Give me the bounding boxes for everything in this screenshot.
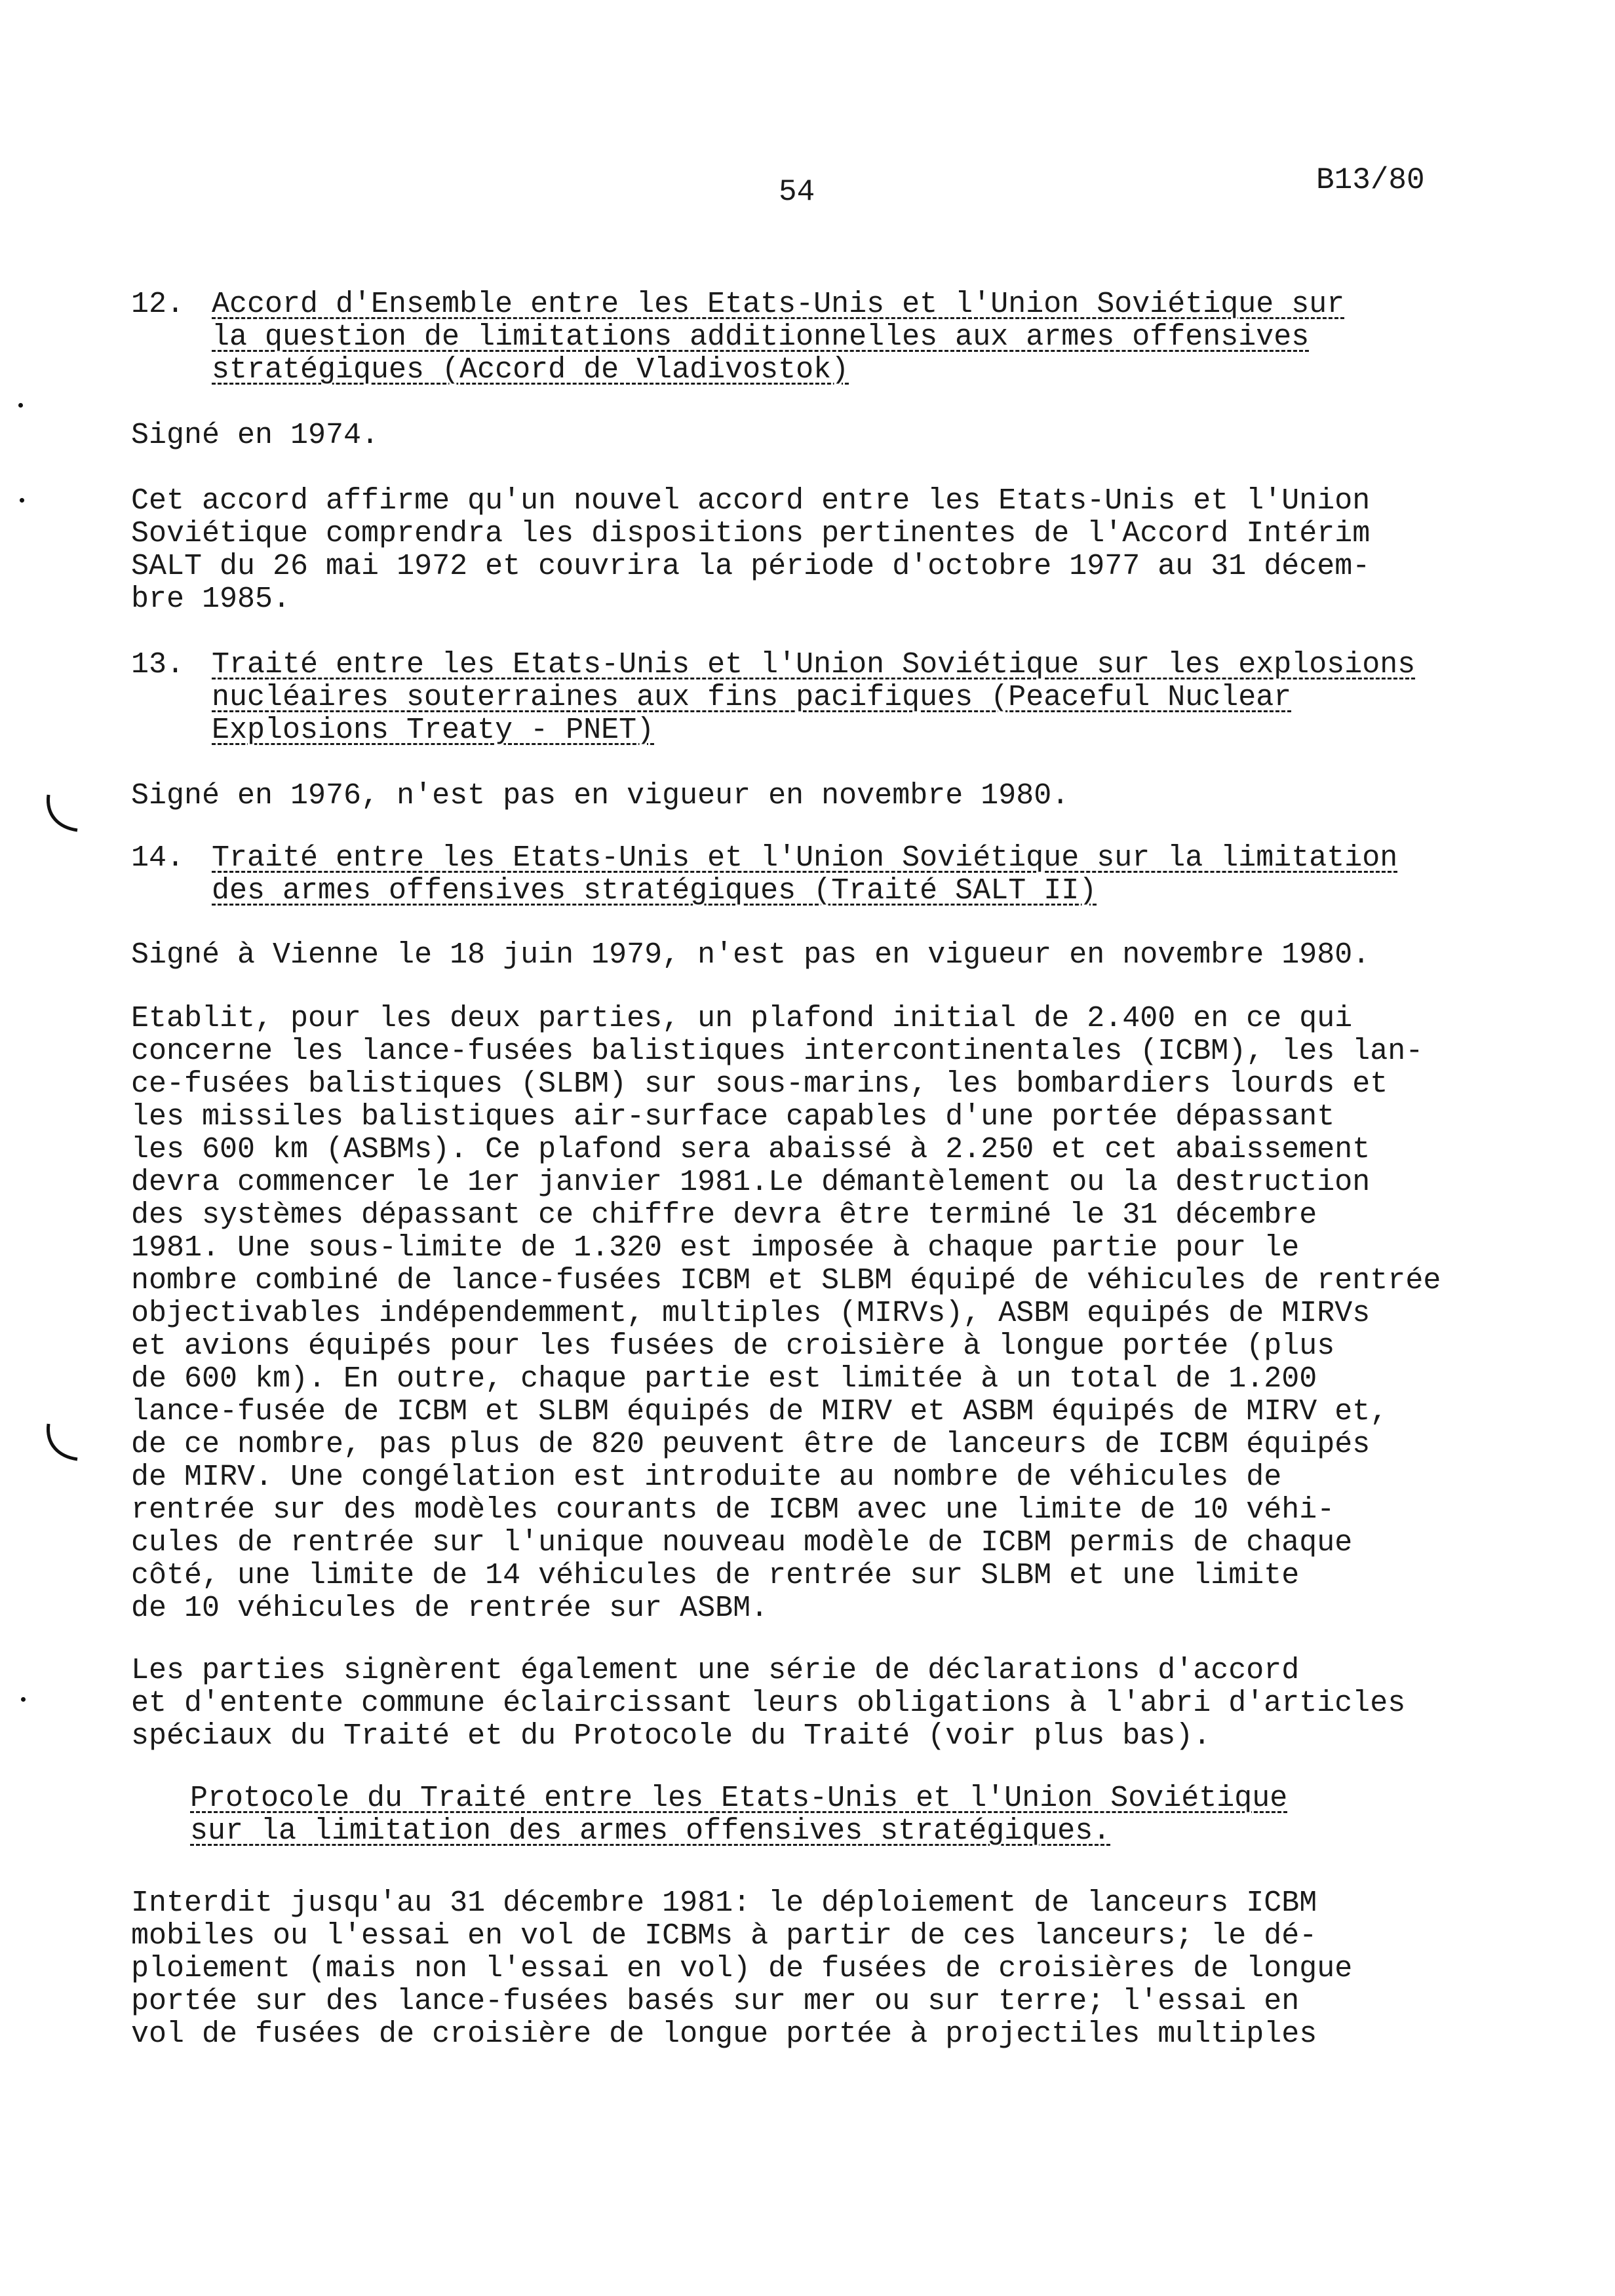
body-line: SALT du 26 mai 1972 et couvrira la période d'octobre 1977 au 31 décem- [131,550,1371,583]
heading-line: nucléaires souterraines aux fins pacifiques (Peaceful Nuclear [212,681,1292,714]
body-line: Soviétique comprendra les dispositions pertinentes de l'Accord Intérim [131,517,1371,550]
heading-line: Traité entre les Etats-Unis et l'Union Soviétique sur la limitation [212,841,1398,875]
section-13-heading [212,649,1415,747]
body-line: concerne les lance-fusées balistiques intercontinentales (ICBM), les lan- [131,1035,1424,1068]
body-line: Cet accord affirme qu'un nouvel accord entre les Etats-Unis et l'Union [131,484,1371,518]
heading-line: Traité entre les Etats-Unis et l'Union Soviétique sur les explosions [212,648,1416,681]
body-line: devra commencer le 1er janvier 1981.Le démantèlement ou la destruction [131,1166,1371,1199]
document-reference: B13/80 [1316,163,1425,197]
body-line: de ce nombre, pas plus de 820 peuvent être de lanceurs de ICBM équipés [131,1428,1371,1461]
body-line: nombre combiné de lance-fusées ICBM et SLBM équipé de véhicules de rentrée [131,1264,1441,1297]
heading-line: stratégiques (Accord de Vladivostok) [212,353,849,387]
margin-bracket-mark [39,1419,85,1464]
body-line: de 600 km). En outre, chaque partie est limitée à un total de 1.200 [131,1362,1317,1396]
section-14-number: 14. [131,841,185,875]
body-line: rentrée sur des modèles courants de ICBM avec une limite de 10 véhi- [131,1493,1335,1527]
section-14-body [131,1003,1441,1625]
body-line: et avions équipés pour les fusées de croisière à longue portée (plus [131,1330,1335,1363]
protocol-heading [190,1782,1287,1848]
body-line: ploiement (mais non l'essai en vol) de fusées de croisières de longue [131,1952,1353,1985]
body-line: mobiles ou l'essai en vol de ICBMs à partir de ces lanceurs; le dé- [131,1919,1317,1953]
body-line: côté, une limite de 14 véhicules de rentrée sur SLBM et une limite [131,1559,1300,1592]
section-13-signed: Signé en 1976, n'est pas en vigueur en novembre 1980. [131,779,1070,813]
body-line: Les parties signèrent également une série de déclarations d'accord [131,1654,1300,1687]
body-line: et d'entente commune éclaircissant leurs obligations à l'abri d'articles [131,1687,1406,1720]
body-line: bre 1985. [131,583,291,616]
margin-dot [18,403,23,408]
body-line: lance-fusée de ICBM et SLBM équipés de MIRV et ASBM équipés de MIRV et, [131,1395,1388,1428]
body-line: de MIRV. Une congélation est introduite au nombre de véhicules de [131,1461,1282,1494]
body-line: les 600 km (ASBMs). Ce plafond sera abaissé à 2.250 et cet abaissement [131,1133,1371,1166]
section-12-number: 12. [131,288,185,321]
section-12-body [131,485,1370,616]
body-line: cules de rentrée sur l'unique nouveau modèle de ICBM permis de chaque [131,1526,1353,1559]
section-12-heading [212,288,1344,387]
body-line: les missiles balistiques air-surface capables d'une portée dépassant [131,1100,1335,1134]
section-12-signed: Signé en 1974. [131,419,379,452]
heading-line: Protocole du Traité entre les Etats-Unis et l'Union Soviétique [190,1782,1288,1815]
section-14-heading [212,842,1397,908]
body-line: vol de fusées de croisière de longue portée à projectiles multiples [131,2018,1317,2051]
body-line: Interdit jusqu'au 31 décembre 1981: le déploiement de lanceurs ICBM [131,1886,1317,1920]
heading-line: sur la limitation des armes offensives stratégiques. [190,1814,1111,1848]
heading-line: des armes offensives stratégiques (Traité SALT II) [212,874,1097,908]
margin-bracket-mark [39,790,85,835]
section-14-declarations [131,1655,1405,1753]
body-line: Etablit, pour les deux parties, un plafond initial de 2.400 en ce qui [131,1002,1353,1035]
body-line: 1981. Une sous-limite de 1.320 est imposée à chaque partie pour le [131,1231,1300,1265]
body-line: ce-fusées balistiques (SLBM) sur sous-marins, les bombardiers lourds et [131,1067,1388,1101]
heading-line: la question de limitations additionnelles aux armes offensives [212,320,1310,354]
section-13-number: 13. [131,648,185,681]
protocol-body [131,1887,1352,2051]
margin-dot [20,498,24,503]
body-line: objectivables indépendemment, multiples (MIRVs), ASBM equipés de MIRVs [131,1297,1371,1330]
margin-dot [21,1697,26,1702]
body-line: des systèmes dépassant ce chiffre devra être terminé le 31 décembre [131,1198,1317,1232]
heading-line: Accord d'Ensemble entre les Etats-Unis et l'Union Soviétique sur [212,288,1345,321]
body-line: spéciaux du Traité et du Protocole du Traité (voir plus bas). [131,1719,1211,1753]
body-line: de 10 véhicules de rentrée sur ASBM. [131,1592,769,1625]
section-14-signed: Signé à Vienne le 18 juin 1979, n'est pas en vigueur en novembre 1980. [131,938,1371,972]
body-line: portée sur des lance-fusées basés sur mer ou sur terre; l'essai en [131,1985,1300,2018]
heading-line: Explosions Treaty - PNET) [212,714,655,747]
page-number: 54 [779,175,815,209]
